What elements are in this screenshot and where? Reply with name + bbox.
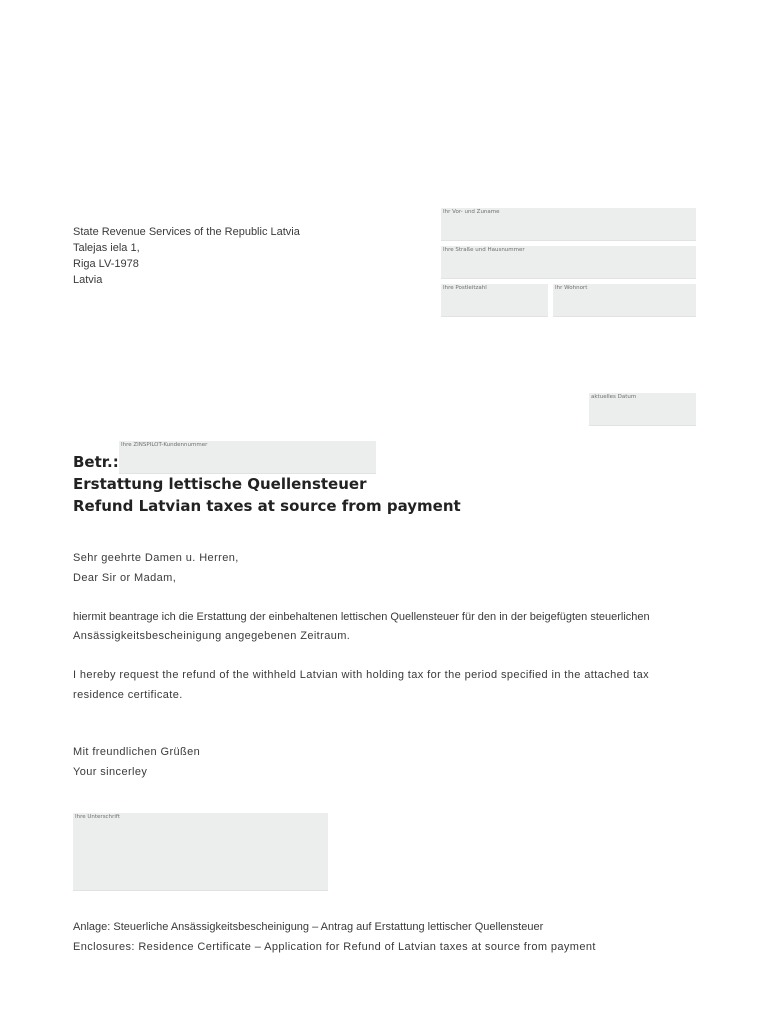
sender-street-field[interactable]	[441, 246, 696, 279]
sender-postcode-field[interactable]	[441, 284, 548, 317]
signature-field[interactable]	[73, 813, 328, 891]
salutation-en: Dear Sir or Madam,	[73, 572, 177, 584]
body-de-line2: Ansässigkeitsbescheinigung angegebenen Zeitraum.	[73, 630, 351, 642]
enclosures-de: Anlage: Steuerliche Ansässigkeitsbescheinigung – Antrag auf Erstattung lettischer Quellensteuer	[73, 921, 544, 933]
subject-line-en: Refund Latvian taxes at source from payment	[73, 497, 461, 515]
body-en-line1: I hereby request the refund of the withheld Latvian with holding tax for the period specified in the attached tax	[73, 669, 649, 681]
recipient-street: Talejas iela 1,	[73, 242, 140, 254]
body-en-line2: residence certificate.	[73, 689, 183, 701]
recipient-name: State Revenue Services of the Republic Latvia	[73, 226, 300, 238]
customer-number-label: Ihre ZINSPILOT-Kundennummer	[121, 442, 208, 448]
sender-city-field[interactable]	[553, 284, 696, 317]
date-field[interactable]	[589, 393, 696, 426]
body-de-line1: hiermit beantrage ich die Erstattung der einbehaltenen lettischen Quellensteuer für den in der beigefügten steuerlichen	[73, 611, 650, 623]
closing-de: Mit freundlichen Grüßen	[73, 746, 201, 758]
sender-city-label: Ihr Wohnort	[555, 285, 588, 291]
signature-label: Ihre Unterschrift	[75, 814, 120, 820]
date-label: aktuelles Datum	[591, 394, 637, 400]
sender-name-field[interactable]	[441, 208, 696, 241]
salutation-de: Sehr geehrte Damen u. Herren,	[73, 552, 239, 564]
sender-name-label: Ihr Vor- und Zuname	[443, 209, 500, 215]
sender-postcode-label: Ihre Postleitzahl	[443, 285, 487, 291]
sender-street-label: Ihre Straße und Hausnummer	[443, 247, 525, 253]
subject-line-de: Erstattung lettische Quellensteuer	[73, 475, 367, 493]
closing-en: Your sincerley	[73, 766, 148, 778]
recipient-country: Latvia	[73, 274, 103, 286]
customer-number-field[interactable]	[119, 441, 376, 474]
enclosures-en: Enclosures: Residence Certificate – Application for Refund of Latvian taxes at source from payment	[73, 941, 596, 953]
recipient-city: Riga LV-1978	[73, 258, 139, 270]
subject-prefix: Betr.:	[73, 453, 119, 471]
